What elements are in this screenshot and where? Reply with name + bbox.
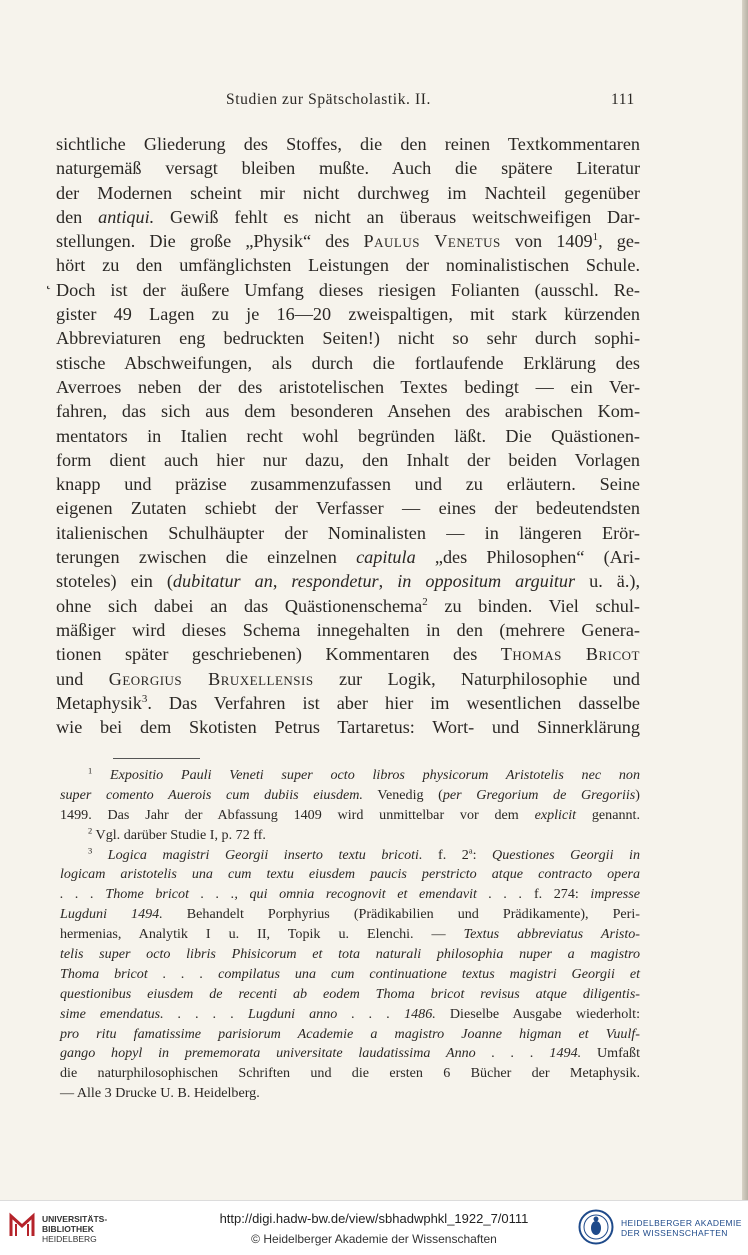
page-number: 111	[611, 91, 635, 108]
footnote-number: 2	[88, 824, 93, 835]
body-line: stellungen. Die große „Physik“ des Paulus Venetus von 1409$^1$, ge-	[56, 231, 640, 252]
footnotes	[60, 766, 640, 1104]
body-line: italienischen Schulhäupter der Nominalisten — in längeren Erör-	[56, 522, 640, 543]
footnote-divider	[113, 758, 200, 759]
body-line: wie bei dem Skotisten Petrus Tartaretus: Wort- und Sinnerklärung	[56, 717, 640, 738]
footnote-line: telis super octo libris Phisicorum et tota naturali philosophia nuper a magistro	[60, 946, 640, 963]
footnote-number: 1	[88, 765, 93, 776]
body-line: Metaphysik$^3$. Das Verfahren ist aber hier im wesentlichen dasselbe	[56, 692, 640, 713]
footnote-line: sime emendatus. . . . . Lugduni anno . . . 1486. Dieselbe Ausgabe wiederholt:	[60, 1005, 640, 1022]
academy-name: HEIDELBERGER AKADEMIE DER WISSENSCHAFTEN	[621, 1218, 742, 1238]
footnote-line: logicam aristotelis una cum textu eiusdem paucis perstricto atque contracto opera	[60, 866, 640, 883]
footnote-line: $^1$ Expositio Pauli Veneti super octo libros physicorum Aristotelis nec non	[88, 765, 640, 783]
body-text	[56, 132, 640, 739]
footnote-ref: 2	[422, 595, 428, 608]
footnote-line: Lugduni 1494. Behandelt Porphyrius (Prädikabilien und Prädikamente), Peri-	[60, 906, 640, 923]
body-line: fahren, das sich aus dem besonderen Ansehen des arabischen Kom-	[56, 401, 640, 422]
copyright-notice: © Heidelberger Akademie der Wissenschaften	[251, 1232, 497, 1246]
body-line: stoteles) ein (dubitatur an, respondetur, in oppositum arguitur u. ä.),	[56, 571, 640, 592]
body-line: Averroes neben der des aristotelischen Textes bedingt — ein Ver-	[56, 376, 640, 397]
body-line: form dient auch hier nur dazu, den Inhalt der beiden Vorlagen	[56, 449, 640, 470]
author-name: Georgius Bruxellensis	[108, 668, 314, 689]
footnote-line: — Alle 3 Drucke U. B. Heidelberg.	[60, 1085, 260, 1102]
body-line: knapp und präzise zusammenzufassen und zu erläutern. Seine	[56, 474, 640, 495]
margin-mark: ˛	[46, 273, 52, 290]
footnote-line: $^2$ Vgl. darüber Studie I, p. 72 ff.	[88, 824, 266, 843]
body-line: mäßiger wird dieses Schema innegehalten in den (mehrere Genera-	[56, 619, 640, 640]
footnote-line: $^3$ Logica magistri Georgii inserto textu bricoti. f. 2$^a$: Questiones Georgii in	[88, 844, 640, 863]
footnote-line: gango hopyl in prememorata universitate laudatissima Anno . . . 1494. Umfaßt	[60, 1045, 640, 1062]
permalink-url[interactable]: http://digi.hadw-bw.de/view/sbhadwphkl_1922_7/0111	[219, 1211, 529, 1226]
footnote-line: questionibus eiusdem de recenti ab eodem Thoma bricot revisus atque diligentis-	[60, 985, 640, 1002]
body-line: den antiqui. Gewiß fehlt es nicht an überaus weitschweifigen Dar-	[56, 206, 641, 227]
body-line: hört zu den umfänglichsten Leistungen der nominalistischen Schule.	[56, 255, 640, 276]
body-line: stische Abschweifungen, als durch die fortlaufende Erklärung des	[56, 352, 640, 373]
footnote-line: pro ritu famatissime parisiorum Academie a magistro Joanne higman et Vuulf-	[60, 1025, 640, 1042]
body-line: eigenen Zutaten schiebt der Verfasser — eines der bedeutendsten	[56, 498, 640, 519]
body-line: und Georgius Bruxellensis zur Logik, Naturphilosophie und	[56, 668, 640, 689]
page-edge-shadow	[742, 0, 748, 1200]
body-line: der Modernen scheint mir nicht durchweg im Nachteil gegenüber	[56, 182, 640, 203]
body-line: Abbreviaturen eng bedruckten Seiten!) nicht so sehr durch sophi-	[56, 328, 640, 349]
author-name: Thomas Bricot	[500, 644, 640, 665]
body-line: gister 49 Lagen zu je 16—20 zweispaltigen, mit stark kürzenden	[56, 304, 640, 325]
footnote-line: . . . Thome bricot . . ., qui omnia recognovit et emendavit . . . f. 274: impresse	[60, 886, 641, 903]
running-head: Studien zur Spätscholastik. II.	[226, 91, 432, 108]
body-line: tionen später geschriebenen) Kommentaren des Thomas Bricot	[56, 644, 640, 665]
body-line: mentators in Italien recht wohl begründen läßt. Die Quästionen-	[56, 425, 640, 446]
footnote-number: 3	[88, 844, 93, 855]
footnote-line: die naturphilosophischen Schriften und die ersten 6 Bücher der Metaphysik.	[60, 1065, 640, 1082]
author-name: Paulus Venetus	[363, 231, 501, 252]
footnote-line: Thoma bricot . . . compilatus una cum continuatione textus magistri Georgii et	[60, 965, 640, 982]
viewer-footer	[0, 1200, 748, 1255]
body-line: terungen zwischen die einzelnen capitula „des Philosophen“ (Ari-	[56, 547, 640, 568]
footnote-ref: 1	[592, 231, 599, 244]
body-line: ohne sich dabei an das Quästionenschema$^2$ zu binden. Viel schul-	[56, 595, 640, 616]
body-line: naturgemäß versagt bleiben mußte. Auch die spätere Literatur	[56, 158, 640, 179]
footnote-line: 1499. Das Jahr der Abfassung 1409 wird unmittelbar vor dem explicit genannt.	[60, 806, 640, 823]
academy-seal-icon[interactable]	[578, 1209, 614, 1245]
footnote-line: hermenias, Analytik I u. II, Topik u. Elenchi. — Textus abbreviatus Aristo-	[60, 926, 640, 943]
university-library-name: UNIVERSITÄTS- BIBLIOTHEK HEIDELBERG	[42, 1214, 108, 1244]
footnote-ref: 3	[141, 692, 148, 705]
body-line: sichtliche Gliederung des Stoffes, die den reinen Textkommentaren	[56, 134, 640, 154]
footnote-line: super comento Auerois cum dubiis eiusdem. Venedig (per Gregorium de Gregoriis)	[60, 786, 640, 803]
body-line: Doch ist der äußere Umfang dieses riesigen Folianten (ausschl. Re-	[56, 279, 640, 300]
